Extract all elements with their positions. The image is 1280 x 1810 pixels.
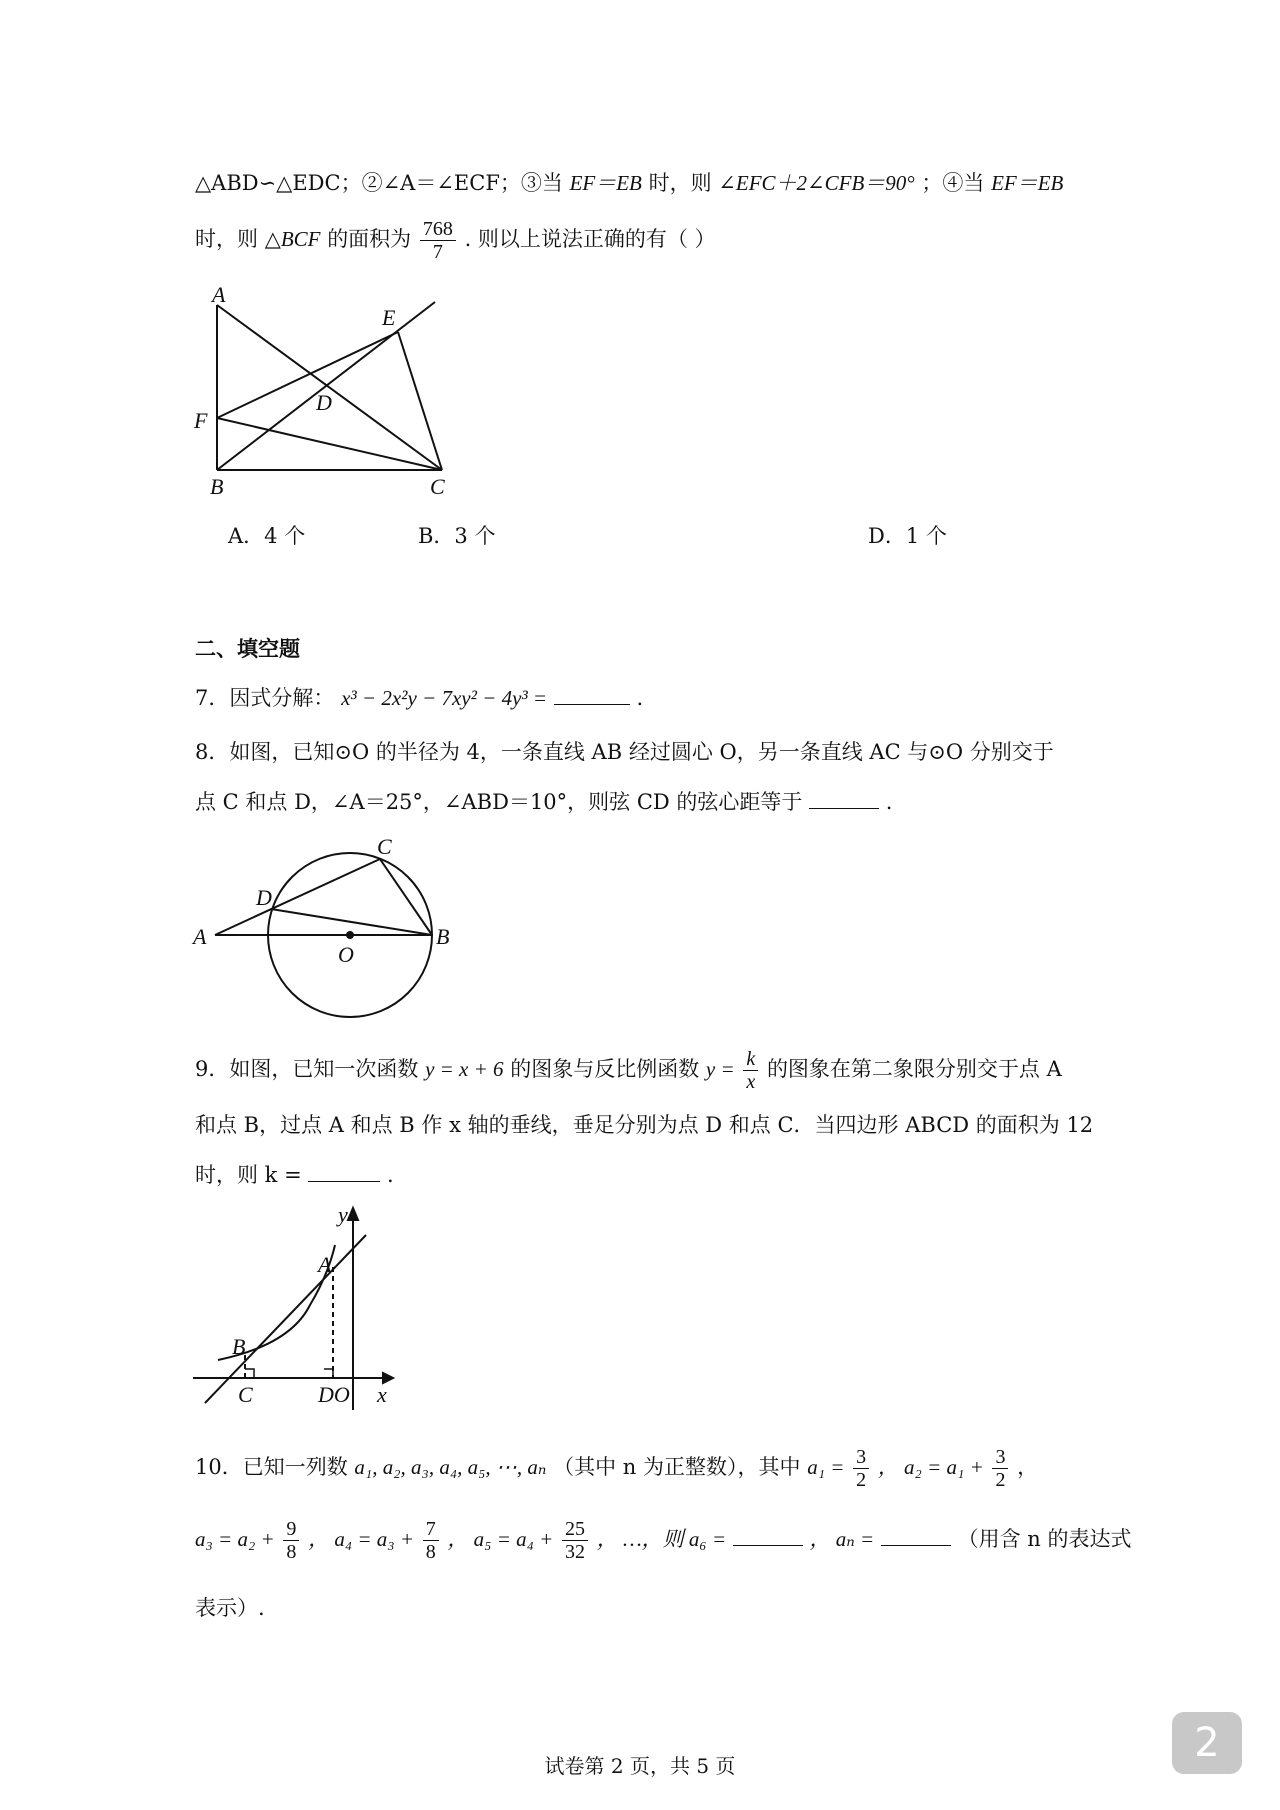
q9-text: 时，则 k =	[195, 1163, 302, 1187]
q6-text: △ABD∽△EDC；②∠A＝∠ECF；③当	[195, 171, 563, 195]
fraction-denominator: 8	[425, 1541, 436, 1563]
q10-a6-answer-blank[interactable]	[733, 1525, 803, 1546]
q6-text: 时，则	[648, 171, 712, 195]
fraction-numerator: 3	[992, 1446, 1008, 1469]
label-a: A	[193, 924, 207, 949]
q6-text: 的面积为	[327, 227, 412, 251]
label-c: C	[377, 834, 392, 859]
q7-text: .	[636, 686, 644, 710]
section-title: 二、填空题	[195, 637, 300, 661]
choice-a[interactable]: A．4 个	[228, 524, 306, 548]
fraction-denominator: 8	[286, 1541, 297, 1563]
q8-line1: 8．如图，已知⊙O 的半径为 4，一条直线 AB 经过圆心 O，另一条直线 AC 与⊙O 分别交于	[195, 740, 1054, 764]
q10-text: （用含 n 的表达式	[957, 1527, 1132, 1551]
label-b: B	[436, 924, 450, 949]
q10-fraction-a4	[423, 1518, 439, 1563]
label-a: A	[212, 282, 226, 307]
q9-text: 的图象在第二象限分别交于点 A	[766, 1057, 1062, 1081]
q9-text: .	[387, 1163, 394, 1187]
q9-line2: 和点 B，过点 A 和点 B 作 x 轴的垂线，垂足分别为点 D 和点 C．当四边形 ABCD 的面积为 12	[195, 1113, 1094, 1137]
choice-d[interactable]: D．1 个	[868, 524, 947, 548]
q6-text: ；④当	[921, 171, 985, 195]
q10-fraction-a1	[853, 1446, 869, 1491]
page-number-badge[interactable]: 2	[1172, 1712, 1242, 1774]
q10-math: ， a₅ = a₄ +	[447, 1527, 554, 1551]
q6-math: ∠EFC＋2∠CFB＝90°	[718, 171, 915, 195]
q10-math: ， a₂ = a₁ +	[877, 1455, 984, 1479]
q8-text: .	[885, 790, 893, 814]
q10-an-answer-blank[interactable]	[881, 1525, 951, 1546]
fraction-denominator: 2	[995, 1469, 1006, 1491]
fraction-denominator: 32	[565, 1541, 586, 1563]
fraction-denominator: 2	[856, 1469, 867, 1491]
label-d: D	[316, 390, 332, 415]
fraction-numerator: 7	[423, 1518, 439, 1541]
q9-text: 9．如图，已知一次函数	[195, 1057, 419, 1081]
q10-math: a₁ =	[807, 1455, 845, 1479]
right-angle-c	[245, 1369, 254, 1378]
y-axis-arrow	[348, 1208, 358, 1220]
q9-text: 的图象与反比例函数	[510, 1057, 700, 1081]
page-footer: 试卷第 2 页，共 5 页	[544, 1754, 736, 1778]
q10-text: 10．已知一列数	[195, 1455, 348, 1479]
q7-expression: x³ − 2x²y − 7xy² − 4y³ =	[341, 686, 548, 710]
q10-math: ， aₙ =	[809, 1527, 875, 1551]
label-a: A	[318, 1252, 332, 1277]
right-angle-d	[324, 1369, 333, 1378]
label-d: D	[256, 885, 272, 910]
q10-math: ， …，则 a₆ =	[596, 1527, 727, 1551]
label-c: C	[238, 1382, 253, 1407]
q6-math: △BCF	[264, 227, 321, 251]
q10-math: ， a₄ = a₃ +	[308, 1527, 415, 1551]
fraction-numerator: 3	[853, 1446, 869, 1469]
fraction-numerator: 25	[562, 1518, 588, 1541]
q10-fraction-a2	[992, 1446, 1008, 1491]
q8-text: 点 C 和点 D，∠A＝25°，∠ABD＝10°，则弦 CD 的弦心距等于	[195, 790, 803, 814]
label-c: C	[430, 474, 445, 499]
choice-b[interactable]: B．3 个	[418, 524, 496, 548]
q6-text: . 则以上说法正确的有（ ）	[464, 227, 716, 251]
label-o: O	[338, 942, 354, 967]
q6-text: 时，则	[195, 227, 258, 251]
q10-sequence: a₁, a₂, a₃, a₄, a₅, ⋯, aₙ	[354, 1455, 547, 1479]
q10-text: ，	[1017, 1455, 1039, 1479]
q10-fraction-a5	[562, 1518, 588, 1563]
q6-math: EF＝EB	[569, 171, 642, 195]
q9-math: y =	[705, 1057, 735, 1081]
q10-text: （其中 n 为正整数），其中	[553, 1455, 801, 1479]
fraction-numerator: 768	[420, 218, 456, 241]
label-y: y	[338, 1202, 348, 1227]
label-b: B	[210, 474, 224, 499]
q10-line3: 表示）.	[195, 1596, 265, 1620]
q9-math: y = x + 6	[425, 1057, 504, 1081]
label-f: F	[194, 408, 208, 433]
fraction-denominator: x	[746, 1071, 756, 1093]
q6-math: EF＝EB	[991, 171, 1064, 195]
q10-line2	[195, 1518, 1131, 1563]
label-do: DO	[318, 1382, 350, 1407]
q10-math: a₃ = a₂ +	[195, 1527, 275, 1551]
fraction-numerator: k	[743, 1048, 758, 1071]
q10-line1	[195, 1446, 1038, 1491]
fraction-denominator: 7	[432, 241, 443, 263]
q10-fraction-a3	[283, 1518, 299, 1563]
label-e: E	[382, 305, 396, 330]
fraction-numerator: 9	[283, 1518, 299, 1541]
label-x: x	[377, 1382, 387, 1407]
q7-text: 7．因式分解：	[195, 686, 335, 710]
label-b: B	[232, 1334, 246, 1359]
